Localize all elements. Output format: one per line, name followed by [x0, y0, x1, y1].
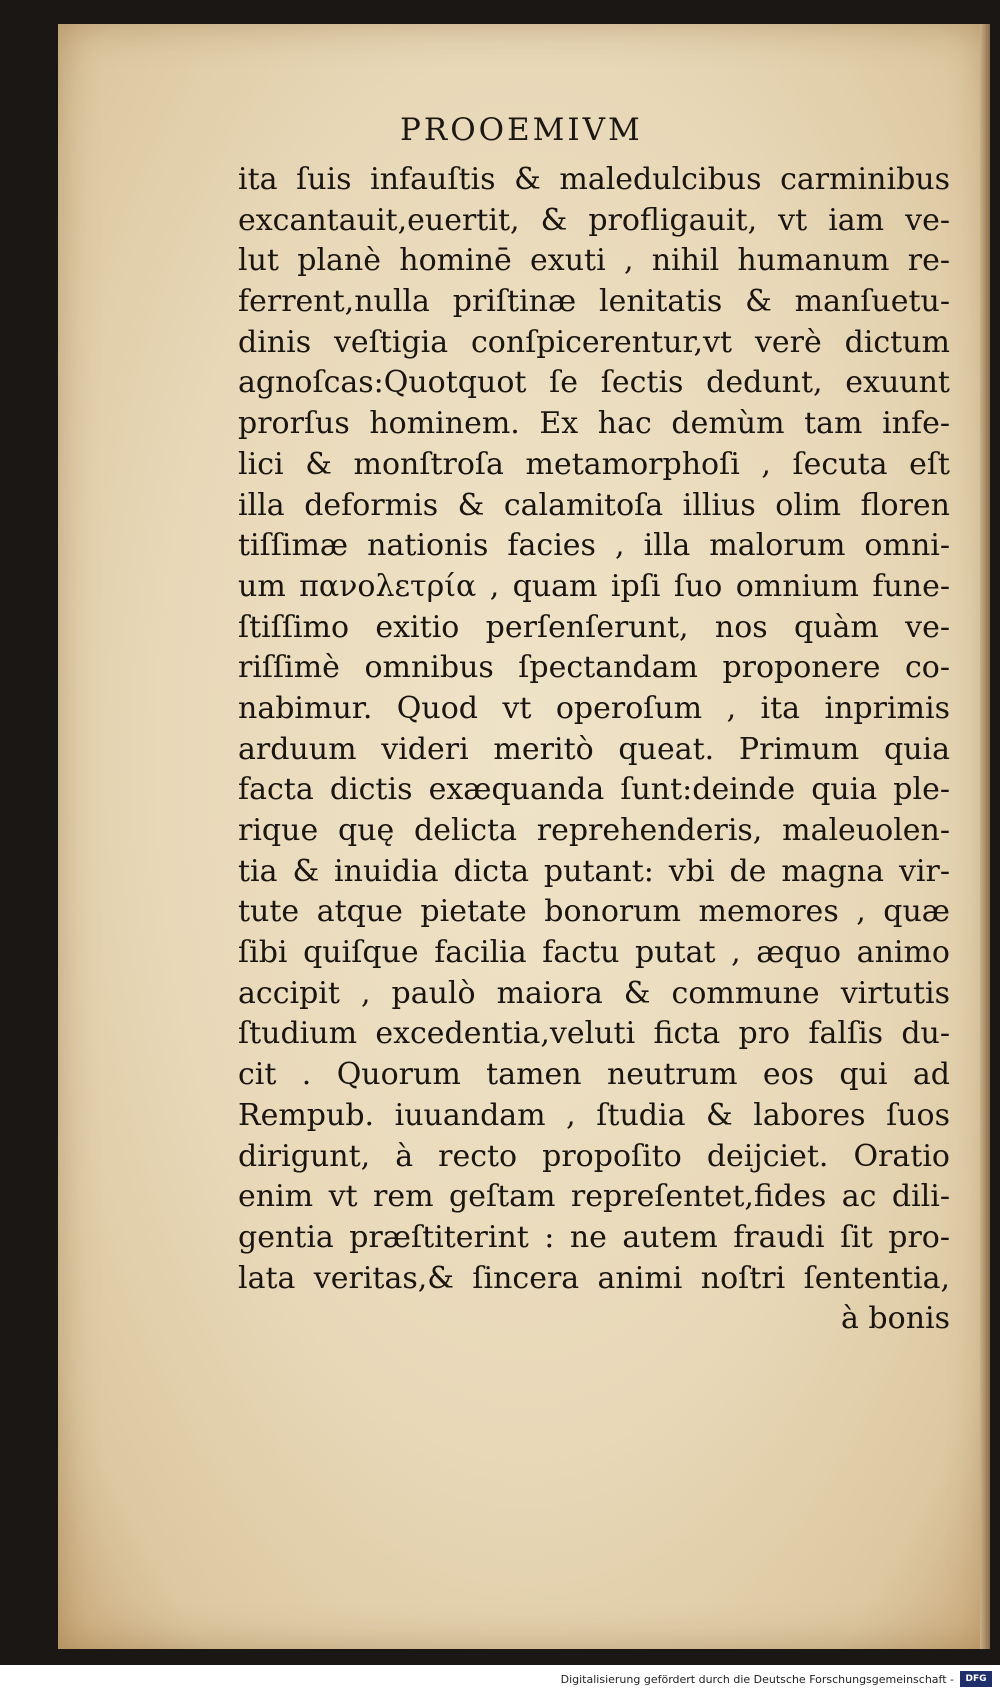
text-line: tia & inuidia dicta putant: vbi de magna vir-: [238, 853, 950, 889]
text-line: excantauit,euertit, & profligauit, vt iam ve-: [238, 202, 950, 238]
text-line: prorſus hominem. Ex hac demùm tam infe-: [238, 406, 950, 442]
body-text: [238, 160, 950, 1340]
dfg-logo: DFG: [960, 1671, 992, 1687]
text-line: ſtiſſimo exitio perſenſerunt, nos quàm ve-: [238, 609, 950, 645]
text-line: ferrent,nulla priſtinæ lenitatis & manſuetu-: [238, 284, 950, 320]
text-line: accipit , paulò maiora & commune virtutis: [238, 975, 950, 1011]
text-line: dirigunt, à recto propoſito deijciet. Oratio: [238, 1138, 950, 1174]
text-line: ſtudium excedentia,veluti ficta pro falſis du-: [238, 1016, 950, 1052]
text-line: um πανολετρία , quam ipſi ſuo omnium fune-: [238, 568, 950, 604]
running-head: PROOEMIVM: [400, 112, 643, 148]
text-line: facta dictis exæquanda ſunt:deinde quia ple-: [238, 772, 950, 808]
text-line: enim vt rem geſtam repreſentet,fides ac dili-: [238, 1179, 950, 1215]
text-line: ſibi quiſque facilia factu putat , æquo animo: [238, 935, 950, 971]
text-line: agnoſcas:Quotquot ſe ſectis dedunt, exuunt: [238, 365, 950, 401]
text-line: à bonis: [841, 1301, 950, 1337]
text-line: Rempub. iuuandam , ſtudia & labores ſuos: [238, 1097, 950, 1133]
text-line: ita ſuis infauſtis & maledulcibus carminibus: [238, 162, 950, 197]
text-line: nabimur. Quod vt operoſum , ita inprimis: [238, 690, 950, 726]
text-line: cit . Quorum tamen neutrum eos qui ad: [238, 1057, 950, 1093]
text-line: illa deformis & calamitoſa illius olim floren: [238, 487, 950, 523]
funding-credit: Digitalisierung gefördert durch die Deutsche Forschungsgemeinschaft -: [560, 1673, 954, 1686]
digitization-footer: [0, 1665, 1000, 1695]
page-edge: [980, 24, 990, 1649]
text-line: lata veritas,& ſincera animi noſtri ſententia,: [238, 1260, 950, 1296]
text-line: dinis veſtigia conſpicerentur,vt verè dictum: [238, 324, 950, 360]
text-line: lici & monſtroſa metamorphoſi , ſecuta eſt: [238, 446, 950, 482]
text-line: arduum videri meritò queat. Primum quia: [238, 731, 950, 767]
text-line: rique quę delicta reprehenderis, maleuolen-: [238, 813, 950, 848]
text-line: tiſſimæ nationis facies , illa malorum omni-: [238, 528, 950, 564]
text-line: riſſimè omnibus ſpectandam proponere co-: [238, 650, 950, 686]
text-line: gentia præſtiterint : ne autem fraudi ſit pro-: [238, 1219, 950, 1255]
text-line: lut planè hominē exuti , nihil humanum re-: [238, 243, 950, 279]
text-line: tute atque pietate bonorum memores , quæ: [238, 894, 950, 930]
